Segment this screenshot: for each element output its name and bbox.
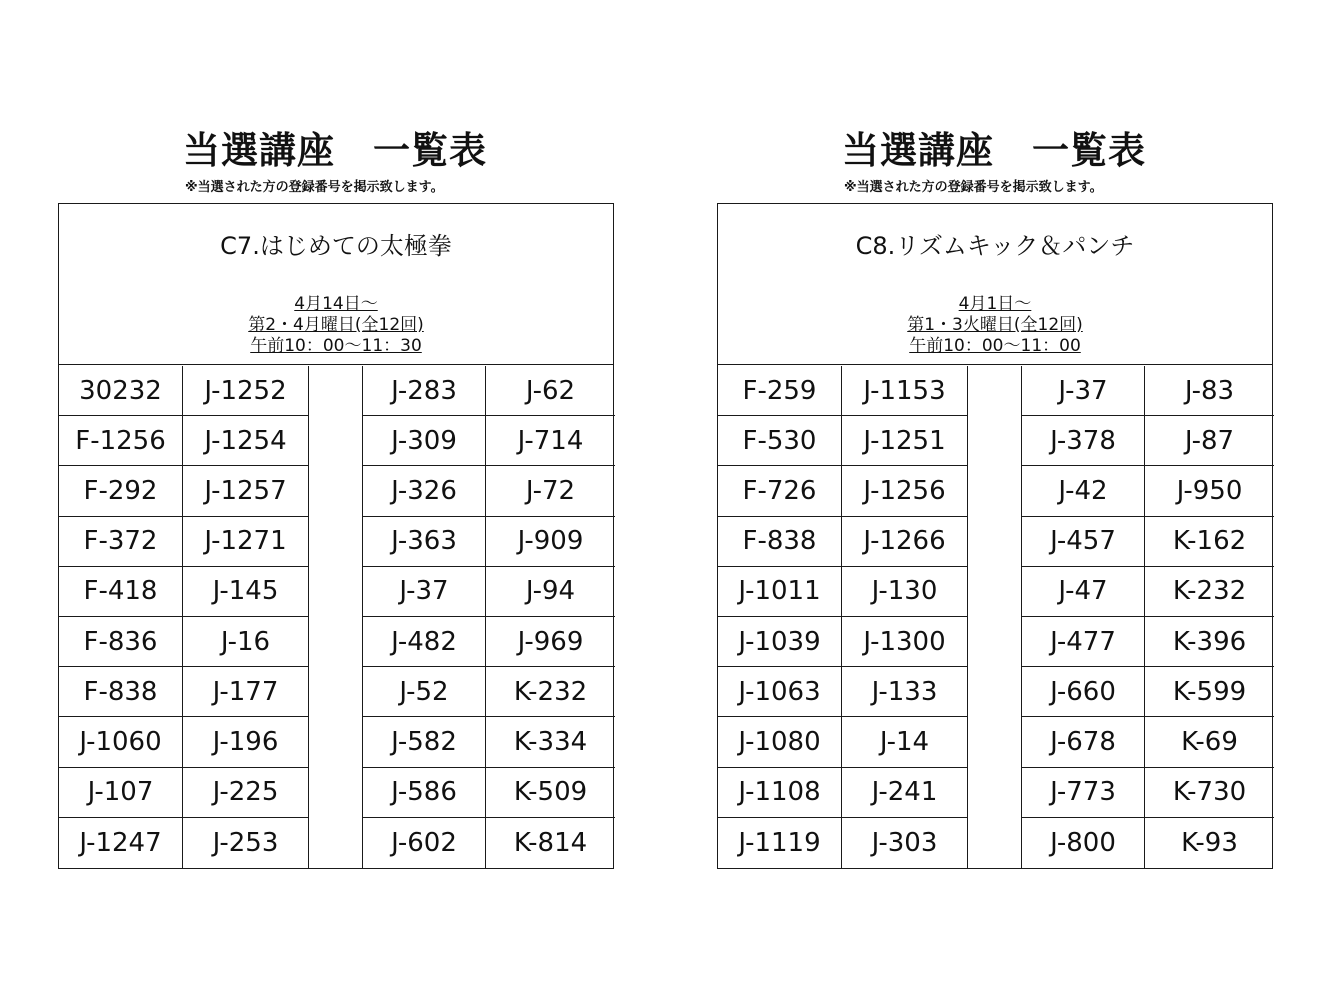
schedule-start: 4月14日～ <box>294 294 378 314</box>
registration-number: K-93 <box>1181 827 1238 858</box>
registration-number: J-950 <box>1145 466 1274 516</box>
registration-number: J-714 <box>486 416 615 466</box>
registration-number: K-814 <box>513 827 588 858</box>
header-divider <box>59 364 613 365</box>
registration-number: F-292 <box>59 466 182 516</box>
header-divider <box>718 364 1272 365</box>
registration-number: J-47 <box>1022 567 1144 617</box>
registration-number: J-1271 <box>183 517 308 567</box>
registration-number: J-1247 <box>79 827 162 858</box>
course-schedule <box>59 294 613 357</box>
registration-number: J-969 <box>486 617 615 667</box>
registration-number: J-145 <box>183 567 308 617</box>
registration-number: J-37 <box>363 567 485 617</box>
registration-number: J-482 <box>363 617 485 667</box>
registration-number: J-378 <box>1022 416 1144 466</box>
registration-number: K-396 <box>1145 617 1274 667</box>
winner-number-grid <box>718 366 1272 868</box>
registration-number: J-1256 <box>842 466 967 516</box>
schedule-days: 第2・4月曜日(全12回) <box>248 315 424 335</box>
registration-number: J-678 <box>1022 717 1144 767</box>
registration-number: K-334 <box>486 717 615 767</box>
registration-number: J-363 <box>363 517 485 567</box>
number-column <box>486 366 615 868</box>
registration-number: J-52 <box>363 667 485 717</box>
registration-number: J-1300 <box>842 617 967 667</box>
registration-number: J-1108 <box>718 768 841 818</box>
registration-number: J-303 <box>871 827 938 858</box>
registration-number: F-372 <box>59 517 182 567</box>
registration-number: J-602 <box>391 827 457 858</box>
registration-number: J-177 <box>183 667 308 717</box>
registration-number: J-83 <box>1145 366 1274 416</box>
number-column <box>1021 366 1145 868</box>
registration-number: J-1080 <box>718 717 841 767</box>
schedule-start: 4月1日～ <box>958 294 1032 314</box>
registration-number: F-838 <box>59 667 182 717</box>
registration-number: J-1254 <box>183 416 308 466</box>
registration-number: J-773 <box>1022 768 1144 818</box>
registration-number: J-130 <box>842 567 967 617</box>
registration-number: K-599 <box>1145 667 1274 717</box>
registration-number: F-1256 <box>59 416 182 466</box>
notice-text: ※当選された方の登録番号を掲示致します。 <box>844 180 1103 195</box>
course-box <box>58 203 614 869</box>
registration-number: J-1039 <box>718 617 841 667</box>
registration-number: F-259 <box>718 366 841 416</box>
course-sheet-c8 <box>717 0 1277 1008</box>
registration-number: J-1266 <box>842 517 967 567</box>
registration-number: J-582 <box>363 717 485 767</box>
number-column <box>718 366 842 868</box>
registration-number: J-586 <box>363 768 485 818</box>
registration-number: J-457 <box>1022 517 1144 567</box>
registration-number: J-133 <box>842 667 967 717</box>
registration-number: K-730 <box>1145 768 1274 818</box>
registration-number: F-836 <box>59 617 182 667</box>
registration-number: J-660 <box>1022 667 1144 717</box>
registration-number: J-1063 <box>718 667 841 717</box>
registration-number: J-1153 <box>842 366 967 416</box>
registration-number: J-62 <box>486 366 615 416</box>
registration-number: F-726 <box>718 466 841 516</box>
registration-number: K-232 <box>486 667 615 717</box>
registration-number: J-14 <box>842 717 967 767</box>
registration-number: J-1011 <box>718 567 841 617</box>
registration-number: J-253 <box>212 827 279 858</box>
registration-number: F-418 <box>59 567 182 617</box>
course-sheet-c7 <box>58 0 618 1008</box>
registration-number: F-530 <box>718 416 841 466</box>
winner-number-grid <box>59 366 613 868</box>
registration-number: J-283 <box>363 366 485 416</box>
schedule-days: 第1・3火曜日(全12回) <box>907 315 1083 335</box>
registration-number: J-94 <box>486 567 615 617</box>
registration-number: J-107 <box>59 768 182 818</box>
registration-number: J-196 <box>183 717 308 767</box>
registration-number: J-225 <box>183 768 308 818</box>
registration-number: J-800 <box>1050 827 1116 858</box>
number-column <box>842 366 968 868</box>
registration-number: J-42 <box>1022 466 1144 516</box>
registration-number: J-16 <box>183 617 308 667</box>
registration-number: K-162 <box>1145 517 1274 567</box>
course-box <box>717 203 1273 869</box>
registration-number: J-241 <box>842 768 967 818</box>
registration-number: J-309 <box>363 416 485 466</box>
registration-number: J-477 <box>1022 617 1144 667</box>
page-title: 当選講座 一覧表 <box>183 129 487 172</box>
course-name: C7.はじめての太極拳 <box>220 232 452 260</box>
number-column <box>59 366 183 868</box>
notice-text: ※当選された方の登録番号を掲示致します。 <box>185 180 444 195</box>
registration-number: J-37 <box>1022 366 1144 416</box>
registration-number: J-72 <box>486 466 615 516</box>
number-column <box>362 366 486 868</box>
registration-number: 30232 <box>59 366 182 416</box>
registration-number: J-1060 <box>59 717 182 767</box>
number-column <box>183 366 309 868</box>
course-name: C8.リズムキック＆パンチ <box>855 232 1135 260</box>
schedule-time: 午前10：00～11：30 <box>250 336 422 356</box>
registration-number: J-87 <box>1145 416 1274 466</box>
registration-number: K-232 <box>1145 567 1274 617</box>
course-schedule <box>718 294 1272 357</box>
number-column <box>1145 366 1274 868</box>
registration-number: J-1252 <box>183 366 308 416</box>
registration-number: F-838 <box>718 517 841 567</box>
registration-number: J-1257 <box>183 466 308 516</box>
registration-number: K-509 <box>486 768 615 818</box>
page-title: 当選講座 一覧表 <box>842 129 1146 172</box>
registration-number: J-326 <box>363 466 485 516</box>
registration-number: J-1119 <box>738 827 821 858</box>
registration-number: J-909 <box>486 517 615 567</box>
registration-number: J-1251 <box>842 416 967 466</box>
registration-number: K-69 <box>1145 717 1274 767</box>
schedule-time: 午前10：00～11：00 <box>909 336 1081 356</box>
